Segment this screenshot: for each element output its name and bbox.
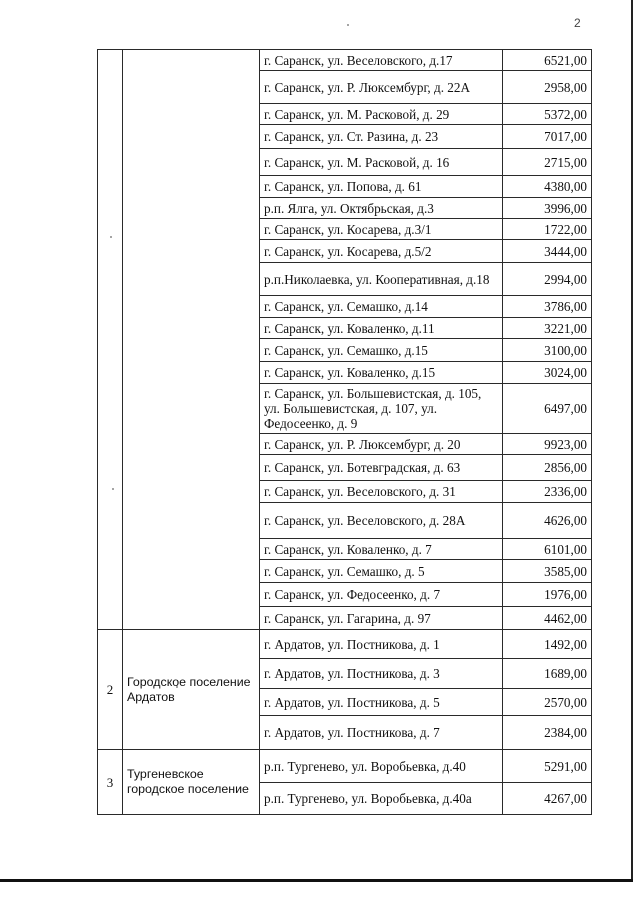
address-cell: г. Саранск, ул. Косарева, д.3/1 bbox=[260, 219, 503, 240]
area-cell: 3221,00 bbox=[503, 318, 592, 339]
area-cell: 9923,00 bbox=[503, 434, 592, 455]
area-cell: 6497,00 bbox=[503, 384, 592, 434]
scan-right-edge bbox=[631, 0, 633, 881]
address-cell: г. Саранск, ул. М. Расковой, д. 16 bbox=[260, 149, 503, 176]
address-cell: г. Саранск, ул. Веселовского, д. 31 bbox=[260, 481, 503, 503]
page-number: 2 bbox=[574, 16, 581, 30]
area-cell: 3786,00 bbox=[503, 296, 592, 318]
area-cell: 5372,00 bbox=[503, 104, 592, 125]
address-cell: г. Саранск, ул. Косарева, д.5/2 bbox=[260, 240, 503, 263]
settlement-cell bbox=[123, 50, 260, 630]
area-cell: 5291,00 bbox=[503, 750, 592, 783]
address-cell: г. Саранск, ул. Ст. Разина, д. 23 bbox=[260, 125, 503, 149]
address-cell: г. Саранск, ул. Попова, д. 61 bbox=[260, 176, 503, 198]
area-cell: 1689,00 bbox=[503, 659, 592, 689]
area-cell: 3996,00 bbox=[503, 198, 592, 219]
area-cell: 2856,00 bbox=[503, 455, 592, 481]
address-cell: г. Саранск, ул. Веселовского, д. 28А bbox=[260, 503, 503, 539]
address-cell: г. Ардатов, ул. Постникова, д. 5 bbox=[260, 689, 503, 716]
area-cell: 6521,00 bbox=[503, 50, 592, 71]
settlement-cell: Городское поселение Ардатов bbox=[123, 630, 260, 750]
address-cell: г. Саранск, ул. М. Расковой, д. 29 bbox=[260, 104, 503, 125]
table-row bbox=[98, 50, 592, 71]
scan-speck bbox=[347, 24, 349, 26]
address-cell: г. Саранск, ул. Ботевградская, д. 63 bbox=[260, 455, 503, 481]
address-cell: г. Саранск, ул. Семашко, д.15 bbox=[260, 339, 503, 362]
area-cell: 2958,00 bbox=[503, 71, 592, 104]
scan-bottom-edge bbox=[0, 879, 633, 882]
area-cell: 3444,00 bbox=[503, 240, 592, 263]
area-cell: 1976,00 bbox=[503, 583, 592, 607]
area-cell: 4626,00 bbox=[503, 503, 592, 539]
area-cell: 2715,00 bbox=[503, 149, 592, 176]
row-number-cell bbox=[98, 50, 123, 630]
address-cell: р.п. Тургенево, ул. Воробьевка, д.40 bbox=[260, 750, 503, 783]
address-cell: р.п. Тургенево, ул. Воробьевка, д.40а bbox=[260, 783, 503, 815]
area-cell: 4380,00 bbox=[503, 176, 592, 198]
table-row bbox=[98, 630, 592, 659]
address-cell: г. Ардатов, ул. Постникова, д. 7 bbox=[260, 716, 503, 750]
area-cell: 1492,00 bbox=[503, 630, 592, 659]
address-cell: г. Саранск, ул. Р. Люксембург, д. 20 bbox=[260, 434, 503, 455]
address-cell: г. Саранск, ул. Семашко, д.14 bbox=[260, 296, 503, 318]
housing-table bbox=[97, 49, 592, 815]
address-cell: г. Саранск, ул. Федосеенко, д. 7 bbox=[260, 583, 503, 607]
address-cell: г. Саранск, ул. Р. Люксембург, д. 22А bbox=[260, 71, 503, 104]
address-cell: г. Саранск, ул. Гагарина, д. 97 bbox=[260, 607, 503, 630]
address-cell: г. Саранск, ул. Коваленко, д. 7 bbox=[260, 539, 503, 560]
area-cell: 2384,00 bbox=[503, 716, 592, 750]
area-cell: 1722,00 bbox=[503, 219, 592, 240]
area-cell: 3100,00 bbox=[503, 339, 592, 362]
area-cell: 3585,00 bbox=[503, 560, 592, 583]
address-cell: г. Саранск, ул. Семашко, д. 5 bbox=[260, 560, 503, 583]
area-cell: 6101,00 bbox=[503, 539, 592, 560]
row-number-cell: 3 bbox=[98, 750, 123, 815]
address-cell: г. Саранск, ул. Большевистская, д. 105, ул. Большевистская, д. 107, ул. Федосеенко, д. 9 bbox=[260, 384, 503, 434]
address-cell: г. Саранск, ул. Веселовского, д.17 bbox=[260, 50, 503, 71]
area-cell: 3024,00 bbox=[503, 362, 592, 384]
area-cell: 4462,00 bbox=[503, 607, 592, 630]
settlement-cell: Тургеневское городское поселение bbox=[123, 750, 260, 815]
area-cell: 7017,00 bbox=[503, 125, 592, 149]
area-cell: 4267,00 bbox=[503, 783, 592, 815]
address-cell: р.п. Ялга, ул. Октябрьская, д.3 bbox=[260, 198, 503, 219]
area-cell: 2570,00 bbox=[503, 689, 592, 716]
table-row bbox=[98, 750, 592, 783]
address-cell: г. Ардатов, ул. Постникова, д. 3 bbox=[260, 659, 503, 689]
address-cell: г. Саранск, ул. Коваленко, д.15 bbox=[260, 362, 503, 384]
area-cell: 2994,00 bbox=[503, 263, 592, 296]
address-cell: г. Ардатов, ул. Постникова, д. 1 bbox=[260, 630, 503, 659]
address-cell: г. Саранск, ул. Коваленко, д.11 bbox=[260, 318, 503, 339]
address-cell: р.п.Николаевка, ул. Кооперативная, д.18 bbox=[260, 263, 503, 296]
area-cell: 2336,00 bbox=[503, 481, 592, 503]
row-number-cell: 2 bbox=[98, 630, 123, 750]
